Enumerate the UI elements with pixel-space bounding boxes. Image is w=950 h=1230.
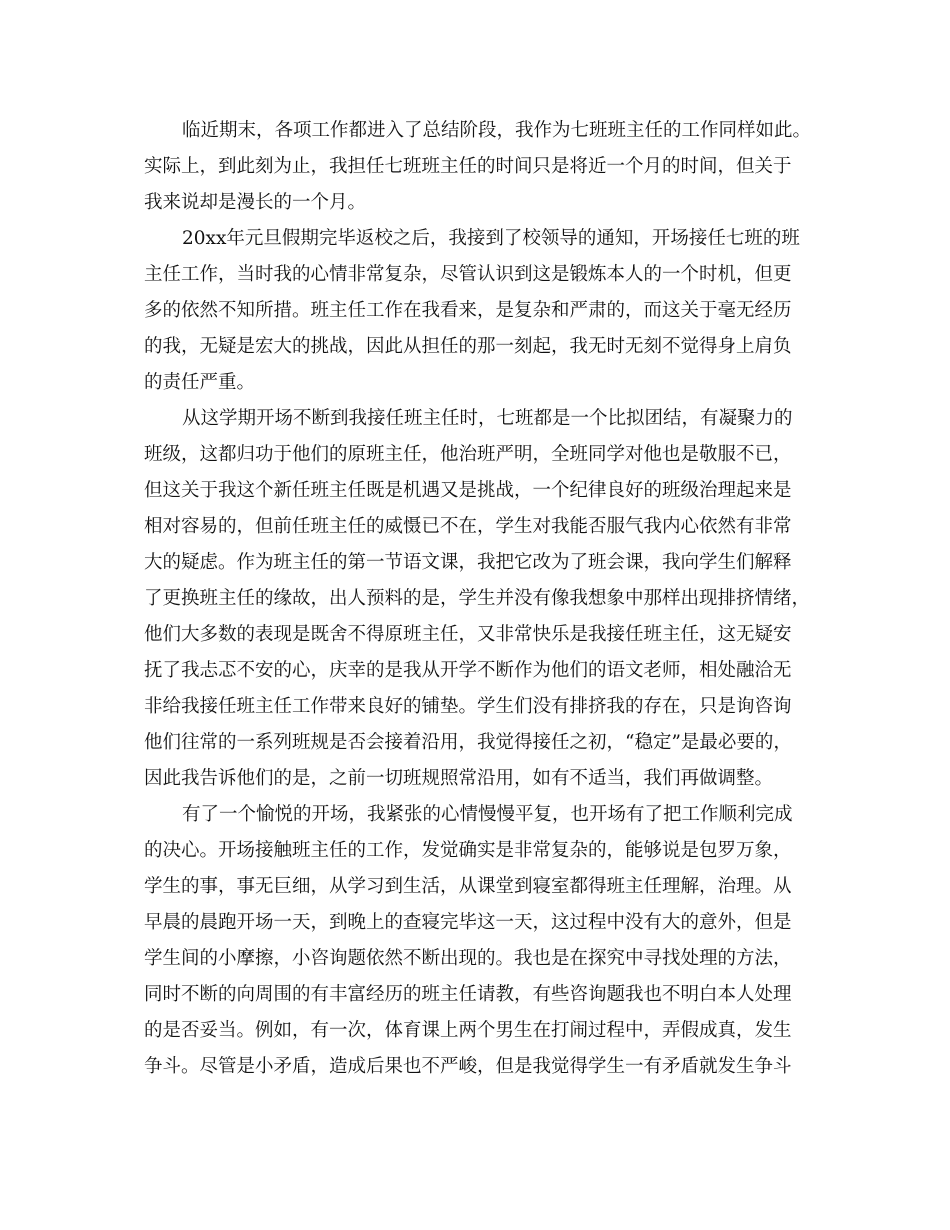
- text-line: 大的疑虑。作为班主任的第一节语文课，我把它改为了班会课，我向学生们解释: [144, 552, 792, 573]
- text-line: 的责任严重。: [144, 372, 256, 393]
- text-line: 因此我告诉他们的是，之前一切班规照常沿用，如有不适当，我们再做调整。: [144, 768, 774, 789]
- text-line: 多的依然不知所措。班主任工作在我看来，是复杂和严肃的，而这关于毫无经历: [144, 300, 792, 321]
- text-line: 从这学期开场不断到我接任班主任时，七班都是一个比拟团结，有凝聚力的: [182, 408, 793, 429]
- text-line: 实际上，到此刻为止，我担任七班班主任的时间只是将近一个月的时间，但关于: [144, 156, 792, 177]
- text-line: 有了一个愉悦的开场，我紧张的心情慢慢平复，也开场有了把工作顺利完成: [182, 804, 793, 825]
- text-line: 同时不断的向周围的有丰富经历的班主任请教，有些咨询题我也不明白本人处理: [144, 984, 792, 1005]
- text-line: 相对容易的，但前任班主任的威慑已不在，学生对我能否服气我内心依然有非常: [144, 516, 792, 537]
- text-line: 学生间的小摩擦，小咨询题依然不断出现的。我也是在探究中寻找处理的方法，: [144, 948, 792, 969]
- text-line: 早晨的晨跑开场一天，到晚上的查寝完毕这一天，这过程中没有大的意外，但是: [144, 912, 792, 933]
- text-line: 临近期末，各项工作都进入了总结阶段，我作为七班班主任的工作同样如此。: [182, 120, 812, 141]
- text-line: 他们往常的一系列班规是否会接着沿用，我觉得接任之初，“稳定”是最必要的，: [144, 732, 792, 753]
- text-line: 学生的事，事无巨细，从学习到生活，从课堂到寝室都得班主任理解，治理。从: [144, 876, 792, 897]
- text-line: 他们大多数的表现是既舍不得原班主任，又非常快乐是我接任班主任，这无疑安: [144, 624, 792, 645]
- text-line: 主任工作，当时我的心情非常复杂，尽管认识到这是锻炼本人的一个时机，但更: [144, 264, 792, 285]
- text-line: 了更换班主任的缘故，出人预料的是，学生并没有像我想象中那样出现排挤情绪，: [144, 588, 811, 609]
- text-line: 的我，无疑是宏大的挑战，因此从担任的那一刻起，我无时无刻不觉得身上肩负: [144, 336, 792, 357]
- text-line: 的是否妥当。例如，有一次，体育课上两个男生在打闹过程中，弄假成真，发生: [144, 1020, 792, 1041]
- text-line: 争斗。尽管是小矛盾，造成后果也不严峻，但是我觉得学生一有矛盾就发生争斗: [144, 1056, 792, 1077]
- text-line: 抚了我忐忑不安的心，庆幸的是我从开学不断作为他们的语文老师，相处融洽无: [144, 660, 792, 681]
- text-line: 非给我接任班主任工作带来良好的铺垫。学生们没有排挤我的存在，只是询咨询: [144, 696, 792, 717]
- text-line: 20xx年元旦假期完毕返校之后，我接到了校领导的通知，开场接任七班的班: [182, 228, 800, 249]
- text-line: 班级，这都归功于他们的原班主任，他治班严明，全班同学对他也是敬服不已，: [144, 444, 792, 465]
- text-line: 我来说却是漫长的一个月。: [144, 192, 367, 213]
- text-line: 的决心。开场接触班主任的工作，发觉确实是非常复杂的，能够说是包罗万象，: [144, 840, 792, 861]
- text-line: 但这关于我这个新任班主任既是机遇又是挑战，一个纪律良好的班级治理起来是: [144, 480, 792, 501]
